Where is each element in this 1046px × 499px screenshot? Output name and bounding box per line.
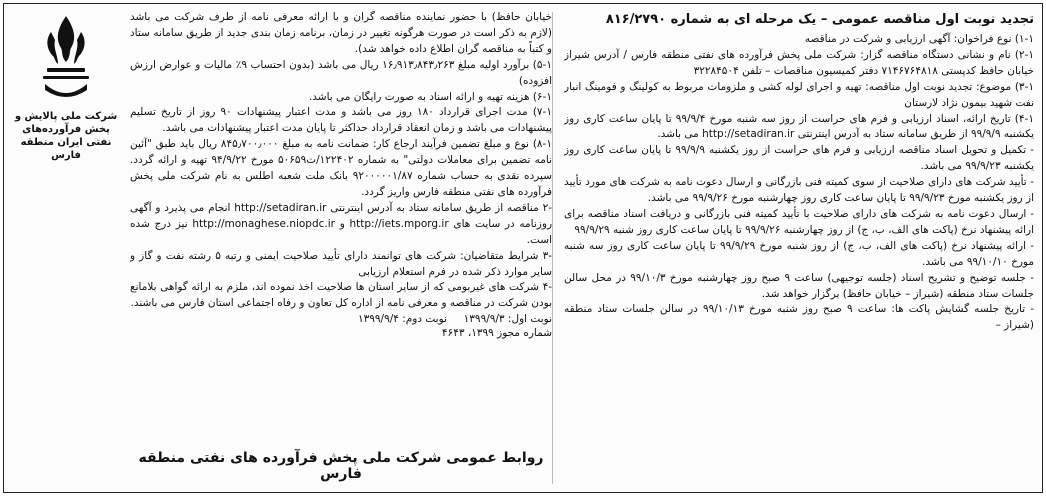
item: -۲ مناقصه از طریق سامانه ستاد به آدرس اینترنتی http://setadiran.ir انجام می پذیرد و آگهی روزنامه در سایت های http://iets.mporg.ir و http://monaghese.niopdc.ir نیز درج شده است. bbox=[130, 201, 552, 246]
column-divider bbox=[552, 12, 553, 484]
publish-dates bbox=[130, 312, 552, 326]
item: ۲-۱) نام و نشانی دستگاه مناقصه گزار: شرکت ملی پخش فرآورده های نفتی منطقه فارس / آدرس شیراز خیابان حافظ کدپستی ۷۱۴۶۷۶۴۸۱۸ دفتر کمیسیون مناقصات – تلفن ۳۲۲۸۴۵۰۴ bbox=[564, 48, 1034, 77]
item: ۸-۱) نوع و مبلغ تضمین فرآیند ارجاع کار: ضمانت نامه به مبلغ ۸۴۵٫۷۰۰٫۰۰۰ ریال باید طبق "آئین نامه تضمین برای معاملات دولتی" به شماره ۱۲۲۴۰۲/ت۵۰۶۵۹ مورخ ۹۴/۹/۲۲ تهیه و ارائه گردد. سپرده نقدی به حساب شماره ۹۲۰۰۰۰۰۱/۸۷ بانک ملت شعبه اطلس به نام شرکت ملی پخش فرآورده های نفتی منطقه فارس واریز گردد. bbox=[130, 138, 552, 198]
first-date: نوبت اول: ۱۳۹۹/۹/۳ bbox=[463, 313, 552, 326]
item: - ارسال دعوت نامه به شرکت های دارای صلاحیت با تأیید کمیته فنی بازرگانی و دریافت اسناد مناقصه برای ارائه پیشنهاد نرخ (پاکت های الف، ب، ج) از روز چهارشنبه ۹۹/۹/۲۶ تا پایان ساعت کاری روز شنبه ۹۹/۹/۲۹ bbox=[564, 207, 1034, 236]
item: ۵-۱) برآورد اولیه مبلغ ۱۶٫۹۱۳٫۸۴۳٫۲۶۳ ریال می باشد (بدون احتساب ۹٪ مالیات و عوارض ارزش افزوده) bbox=[130, 58, 552, 87]
item: - تکمیل و تحویل اسناد مناقصه ارزیابی و فرم های حراست از روز یکشنبه ۹۹/۹/۹ تا پایان ساعت کاری روز یکشنبه ۹۹/۹/۲۳ می باشد. bbox=[564, 144, 1034, 173]
item: - جلسه توضیح و تشریح اسناد (جلسه توجیهی) ساعت ۹ صبح روز چهارشنبه مورخ ۹۹/۱۰/۳ در محل سالن جلسات ستاد منطقه (شیراز – خیابان حافظ) برگزار خواهد شد. bbox=[564, 271, 1034, 300]
footer-signature: روابط عمومی شرکت ملی پخش فرآورده های نفتی منطقه فارس bbox=[138, 450, 544, 482]
flame-emblem-icon bbox=[31, 12, 101, 104]
second-date: نوبت دوم: ۱۳۹۹/۹/۴ bbox=[357, 313, 447, 326]
item: -۳ شرایط متقاضیان: شرکت های توانمند دارای تأیید صلاحیت ایمنی و رتبه ۵ رشته نفت و گاز و سایر موارد ذکر شده در فرم استعلام ارزیابی bbox=[130, 249, 552, 278]
item: - ارائه پیشنهاد نرخ (پاکت های الف، ب، ج) از روز شنبه مورخ ۹۹/۹/۲۹ تا پایان ساعت کاری روز سه شنبه مورخ ۹۹/۱۰/۱۰ می باشد. bbox=[564, 239, 1034, 268]
logo-text: شرکت ملی پالایش و پخش فرآورده‌های نفتی ایران منطقه فارس bbox=[14, 111, 118, 161]
permit-number: شماره مجوز ۱۳۹۹، ۴۶۴۳ bbox=[441, 327, 552, 340]
item: خیابان حافظ) با حضور نماینده مناقصه گران و با ارائه معرفی نامه از طرف شرکت می باشد (لازم به ذکر است در صورت هرگونه تغییر در زمان، برنامه زمان بندی جدید از طریق سامانه ستاد و کتباً به مناقصه گران اطلاع داده خواهد شد). bbox=[130, 11, 552, 55]
right-column bbox=[564, 10, 1034, 488]
item: ۳-۱) موضوع: تجدید نوبت اول مناقصه: تهیه و اجرای لوله کشی و ملزومات مربوط به کولینگ و فومینگ انبار نفت شهید بیمون نژاد لارستان bbox=[564, 80, 1034, 109]
item: - تأیید شرکت های دارای صلاحیت از سوی کمیته فنی بازرگانی و ارسال دعوت نامه به شرکت های مورد تأیید از روز یکشنبه مورخ ۹۹/۹/۲۳ تا پایان ساعت کاری روز چهارشنبه مورخ ۹۹/۹/۲۶ می باشد. bbox=[564, 176, 1034, 205]
item: ۱-۱) نوع فراخوان: آگهی ارزیابی و شرکت در مناقصه bbox=[804, 33, 1034, 45]
item: ۷-۱) مدت اجرای قرارداد ۱۸۰ روز می باشد و مدت اعتبار پیشنهادات ۹۰ روز از تاریخ تسلیم پیشنهادات می باشد و زمان انعقاد قرارداد حداکثر تا پایان مدت اعتبار پیشنهادات می باشد. bbox=[130, 106, 552, 135]
left-column bbox=[130, 10, 552, 488]
item: ۶-۱) هزینه تهیه و ارائه اسناد به صورت رایگان می باشد. bbox=[308, 90, 552, 103]
item: -۴ شرکت های غیربومی که از سایر استان ها صلاحیت اخذ نموده اند، ملزم به ارائه گواهی بلامانع بودن شرکت در مناقصه و معرفی نامه از اداره کل تعاون و رفاه اجتماعی استان فارس می باشند. bbox=[130, 281, 552, 310]
item: ۴-۱) تاریخ ارائه، اسناد ارزیابی و فرم های حراست از روز سه شنبه مورخ ۹۹/۹/۴ تا پایان ساعت کاری روز یکشنبه ۹۹/۹/۹ از طریق سامانه ستاد به آدرس اینترنتی http://setadiran.ir می باشد. bbox=[564, 112, 1034, 141]
tender-advertisement bbox=[3, 3, 1043, 493]
company-logo bbox=[12, 12, 120, 162]
page-title: تجدید نوبت اول مناقصه عمومی – یک مرحله ای به شماره ۸۱۶/۲۷۹۰ bbox=[605, 12, 1034, 27]
item: - تاریخ جلسه گشایش پاکت ها: ساعت ۹ صبح روز شنبه مورخ ۹۹/۱۰/۱۳ در سالن جلسات ستاد منطقه (شیراز – bbox=[564, 303, 1034, 332]
